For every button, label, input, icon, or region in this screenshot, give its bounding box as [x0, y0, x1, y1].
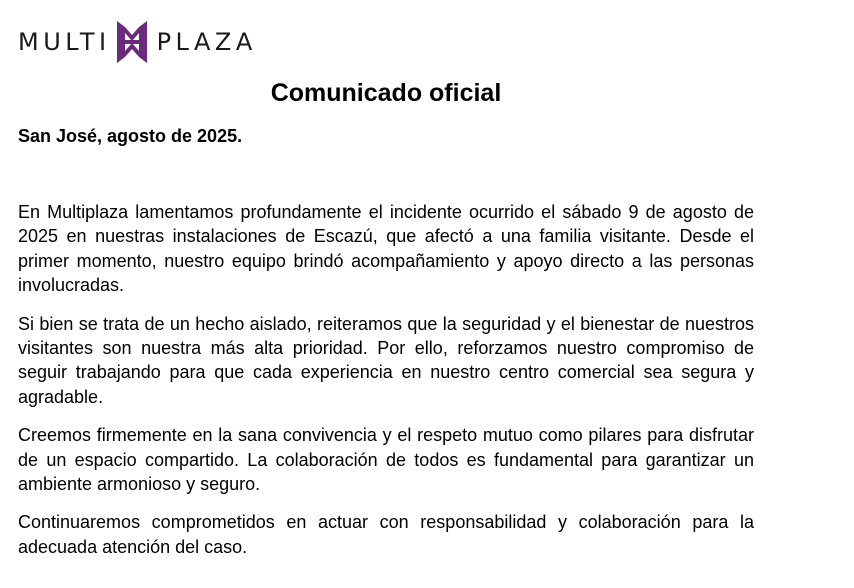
dateline: San José, agosto de 2025. [18, 126, 243, 146]
logo-word-left: MULTI [18, 28, 111, 56]
document-body [18, 200, 754, 573]
multiplaza-m-icon [115, 19, 149, 65]
document-title: Comunicado oficial [270, 79, 502, 107]
paragraph: Si bien se trata de un hecho aislado, reiteramos que la seguridad y el bienestar de nuestros visitantes son nuestra más alta prioridad. Por ello, reforzamos nuestro compromiso de seguir trabajando para que cada experiencia en nuestro centro comercial sea segura y agradable. [18, 313, 754, 407]
paragraph: Continuaremos comprometidos en actuar con responsabilidad y colaboración para la adecuada atención del caso. [18, 512, 754, 557]
paragraph: En Multiplaza lamentamos profundamente el incidente ocurrido el sábado 9 de agosto de 2025 en nuestras instalaciones de Escazú, que afectó a una familia visitante. Desde el primer momento, nuestro equipo brindó acompañamiento y apoyo directo a las personas involucradas. [18, 202, 754, 296]
paragraph: Creemos firmemente en la sana convivencia y el respeto mutuo como pilares para disfrutar de un espacio compartido. La colaboración de todos es fundamental para garantizar un ambiente armonioso y seguro. [18, 425, 754, 495]
logo-word-right: PLAZA [156, 28, 257, 56]
multiplaza-logo [18, 18, 257, 66]
